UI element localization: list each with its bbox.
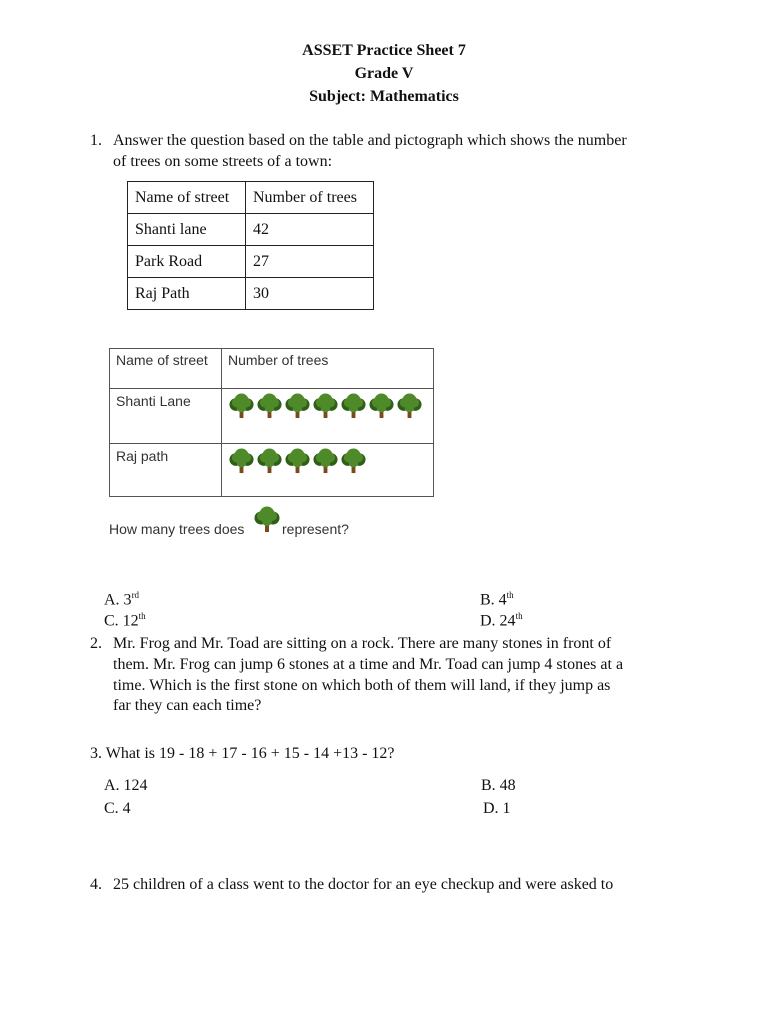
pictograph-trees-cell	[222, 444, 434, 497]
pictograph-header-cell: Name of street	[110, 349, 222, 389]
q1-option-a-text: A. 3	[104, 591, 132, 609]
q3-option-d[interactable]: D. 1	[483, 800, 511, 817]
table-cell: Shanti lane	[128, 214, 246, 246]
pictograph-row	[110, 389, 434, 444]
tree-icon	[396, 393, 423, 419]
q1-option-c-text: C. 12	[104, 612, 139, 630]
pictograph-question-after: represent?	[282, 521, 349, 537]
pictograph-header-cell: Number of trees	[222, 349, 434, 389]
tree-icon	[256, 393, 283, 419]
q1-number: 1.	[90, 132, 102, 149]
q2-text-line3: time. Which is the first stone on which both of them will land, if they jump as	[113, 677, 611, 694]
tree-icon	[284, 448, 311, 474]
tree-icon	[340, 448, 367, 474]
sheet-title: ASSET Practice Sheet 7	[302, 42, 466, 59]
tree-icon	[256, 448, 283, 474]
tree-icon	[312, 393, 339, 419]
q3-option-b[interactable]: B. 48	[481, 777, 516, 794]
q1-option-d-text: D. 24	[480, 612, 516, 630]
q1-option-d-sup: th	[515, 611, 523, 621]
pictograph-trees-cell	[222, 389, 434, 444]
table-cell: Raj Path	[128, 278, 246, 310]
table-header-row	[128, 182, 374, 214]
table-row	[128, 214, 374, 246]
q1-option-b[interactable]	[480, 590, 514, 609]
pictograph	[109, 348, 434, 497]
tree-icon-row	[228, 389, 427, 419]
q1-option-a-sup: rd	[131, 590, 140, 600]
grade-label: Grade V	[354, 65, 414, 82]
q2-text-line4: far they can each time?	[113, 697, 262, 714]
table-cell: 42	[246, 214, 374, 246]
q1-option-c[interactable]	[104, 611, 146, 630]
table-cell: 30	[246, 278, 374, 310]
q1-option-d[interactable]	[480, 611, 523, 630]
pictograph-question	[109, 521, 244, 537]
trees-table	[127, 181, 374, 310]
pictograph-header-row	[110, 349, 434, 389]
table-header-cell: Name of street	[128, 182, 246, 214]
tree-icon	[253, 506, 281, 533]
tree-icon	[284, 393, 311, 419]
q2-number: 2.	[90, 635, 102, 652]
q2-text-line1: Mr. Frog and Mr. Toad are sitting on a rock. There are many stones in front of	[113, 635, 612, 652]
tree-icon	[340, 393, 367, 419]
q1-option-b-sup: th	[506, 590, 514, 600]
q4-text-line1: 25 children of a class went to the doctor for an eye checkup and were asked to	[113, 876, 614, 893]
subject-label: Subject: Mathematics	[309, 88, 459, 105]
tree-icon	[228, 393, 255, 419]
q1-option-a[interactable]	[104, 590, 139, 609]
q1-text-line1: Answer the question based on the table and pictograph which shows the number	[113, 132, 627, 149]
tree-icon	[368, 393, 395, 419]
pictograph-street-cell: Shanti Lane	[110, 389, 222, 444]
pictograph-row	[110, 444, 434, 497]
q3-option-a[interactable]: A. 124	[104, 777, 148, 794]
table-cell: 27	[246, 246, 374, 278]
q1-option-b-text: B. 4	[480, 591, 507, 609]
pictograph-street-cell: Raj path	[110, 444, 222, 497]
q3-text: 3. What is 19 - 18 + 17 - 16 + 15 - 14 +13 - 12?	[90, 745, 395, 762]
table-row	[128, 278, 374, 310]
tree-icon-row	[228, 444, 427, 474]
q2-text-line2: them. Mr. Frog can jump 6 stones at a time and Mr. Toad can jump 4 stones at a	[113, 656, 624, 673]
q1-option-c-sup: th	[138, 611, 146, 621]
table-row	[128, 246, 374, 278]
tree-icon	[312, 448, 339, 474]
pictograph-question-before: How many trees does	[109, 521, 245, 537]
q4-number: 4.	[90, 876, 102, 893]
table-cell: Park Road	[128, 246, 246, 278]
q1-text-line2: of trees on some streets of a town:	[113, 153, 333, 170]
tree-icon	[228, 448, 255, 474]
table-header-cell: Number of trees	[246, 182, 374, 214]
q3-option-c[interactable]: C. 4	[104, 800, 131, 817]
